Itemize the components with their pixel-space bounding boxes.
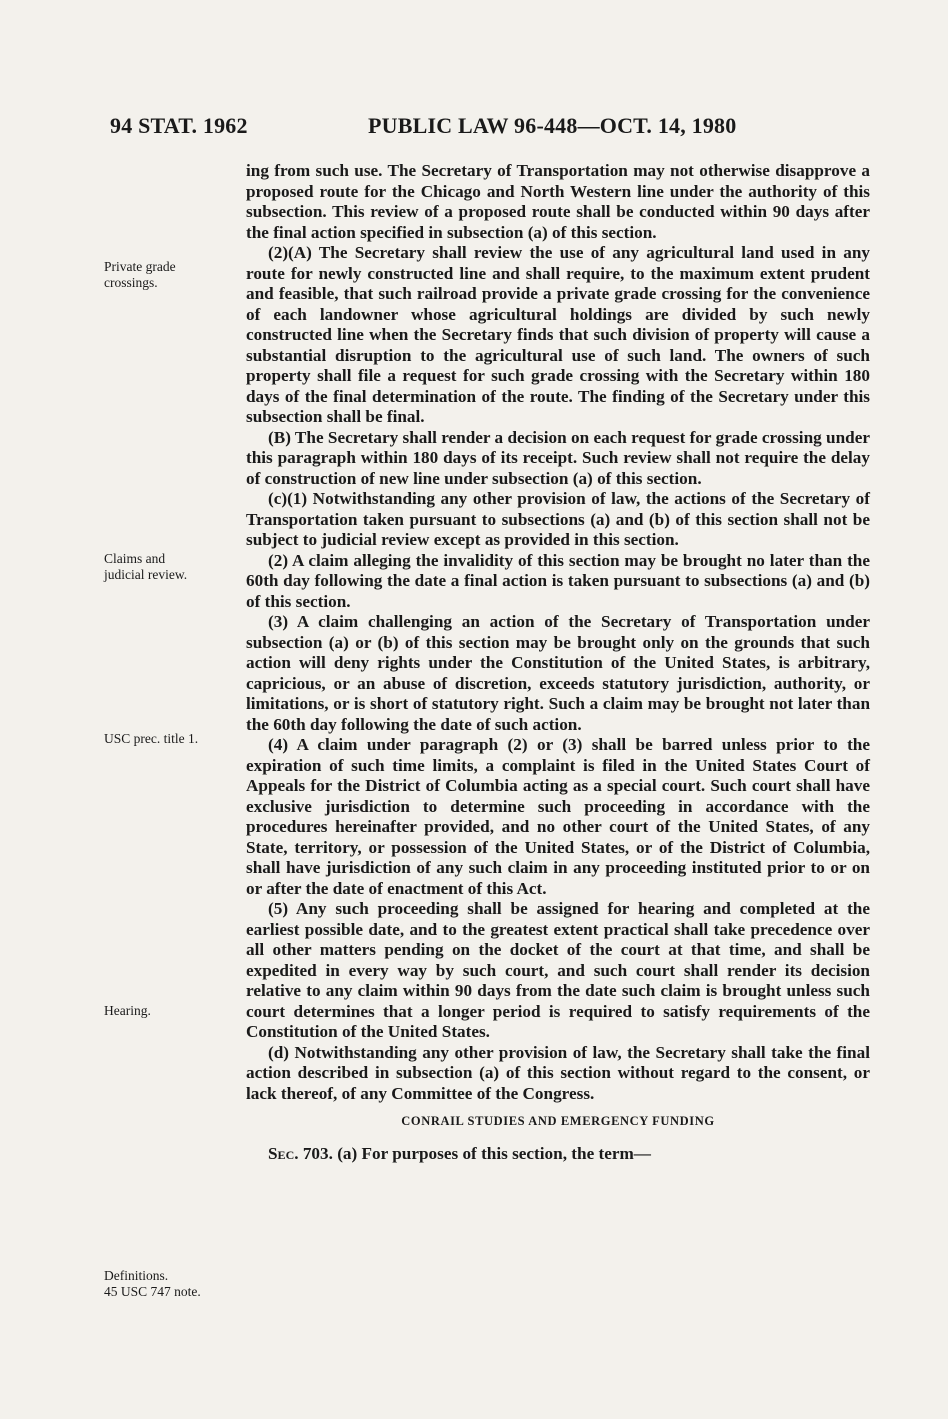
margin-note-private-grade [104, 259, 239, 291]
section-703-paragraph [246, 1144, 870, 1165]
statute-page-reference: 94 STAT. 1962 [110, 113, 248, 138]
margin-note-hearing: Hearing. [104, 1003, 151, 1018]
statute-body [246, 161, 870, 1164]
margin-note-definitions [104, 1268, 239, 1300]
margin-note-line: 45 USC 747 note. [104, 1284, 201, 1299]
margin-note-usc-prec: USC prec. title 1. [104, 731, 199, 746]
paragraph-c4: (4) A claim under paragraph (2) or (3) shall be barred unless prior to the expiration of such time limits, a complaint is filed in the United States Court of Appeals for the District of Columbia acting as a special court. Such court shall have exclusive jurisdiction to determine such proceeding in accordance with the procedures hereinafter provided, and no other court of the United States, of any State, territory, or possession of the United States, or of the District of Columbia, shall have jurisdiction of any such claim in any proceeding instituted prior to or on or after the date of enactment of this Act. [246, 735, 870, 898]
public-law-title: PUBLIC LAW 96-448—OCT. 14, 1980 [368, 113, 737, 138]
margin-note-line: Definitions. [104, 1268, 169, 1283]
section-heading: CONRAIL STUDIES AND EMERGENCY FUNDING [401, 1114, 715, 1128]
margin-note-claims [104, 551, 239, 583]
paragraph-2b: (B) The Secretary shall render a decision on each request for grade crossing under this paragraph within 180 days of its receipt. Such review shall not require the delay of construction of new line under subsection (a) of this section. [246, 427, 870, 488]
paragraph-continuation: ing from such use. The Secretary of Transportation may not otherwise disapprove a proposed route for the Chicago and North Western line under the authority of this subsection. This review of a proposed route shall be conducted within 90 days after the final action specified in subsection (a) of this section. [246, 161, 870, 242]
section-label: Sec. 703. [268, 1143, 333, 1163]
paragraph-d: (d) Notwithstanding any other provision of law, the Secretary shall take the final action described in subsection (a) of this section without regard to the consent, or lack thereof, of any Committee of the Congress. [246, 1042, 870, 1103]
paragraph-c2: (2) A claim alleging the invalidity of this section may be brought no later than the 60th day following the date a final action is taken pursuant to subsections (a) and (b) of this section. [246, 550, 870, 611]
paragraph-c5: (5) Any such proceeding shall be assigned for hearing and completed at the earliest possible date, and to the greatest extent practical shall take precedence over all other matters pending on the docket of the court at that time, and shall be expedited in every way by such court, and such court shall render its decision relative to any claim within 90 days from the date such claim is brought unless such court determines that a longer period is required to satisfy requirements of the Constitution of the United States. [246, 899, 870, 1041]
margin-note-line: crossings. [104, 275, 158, 290]
paragraph-2a: (2)(A) The Secretary shall review the use of any agricultural land used in any route for newly constructed line and shall require, to the maximum extent prudent and feasible, that such railroad provide a private grade crossing for the convenience of each landowner whose agricultural holdings are divided by such newly constructed line when the Secretary finds that such division of property will cause a substantial disruption to the agricultural use of such land. The owners of such property shall file a request for such grade crossing with the Secretary within 180 days of the final determination of the route. The finding of the Secretary under this subsection shall be final. [246, 243, 870, 426]
paragraph-c3: (3) A claim challenging an action of the Secretary of Transportation under subsection (a) or (b) of this section may be brought only on the grounds that such action will deny rights under the Constitution of the United States, is arbitrary, capricious, or an abuse of discretion, exceeds statutory jurisdiction, authority, or limitations, or is short of statutory right. Such a claim may be brought not later than the 60th day following the date of such action. [246, 612, 870, 734]
margin-note-line: Private grade [104, 259, 176, 274]
page-header [110, 113, 750, 147]
paragraph-c1: (c)(1) Notwithstanding any other provision of law, the actions of the Secretary of Transportation taken pursuant to subsections (a) and (b) of this section shall not be subject to judicial review except as provided in this section. [246, 489, 870, 549]
section-text: (a) For purposes of this section, the term— [332, 1143, 651, 1163]
margin-note-line: judicial review. [104, 567, 188, 582]
margin-note-line: Claims and [104, 551, 166, 566]
